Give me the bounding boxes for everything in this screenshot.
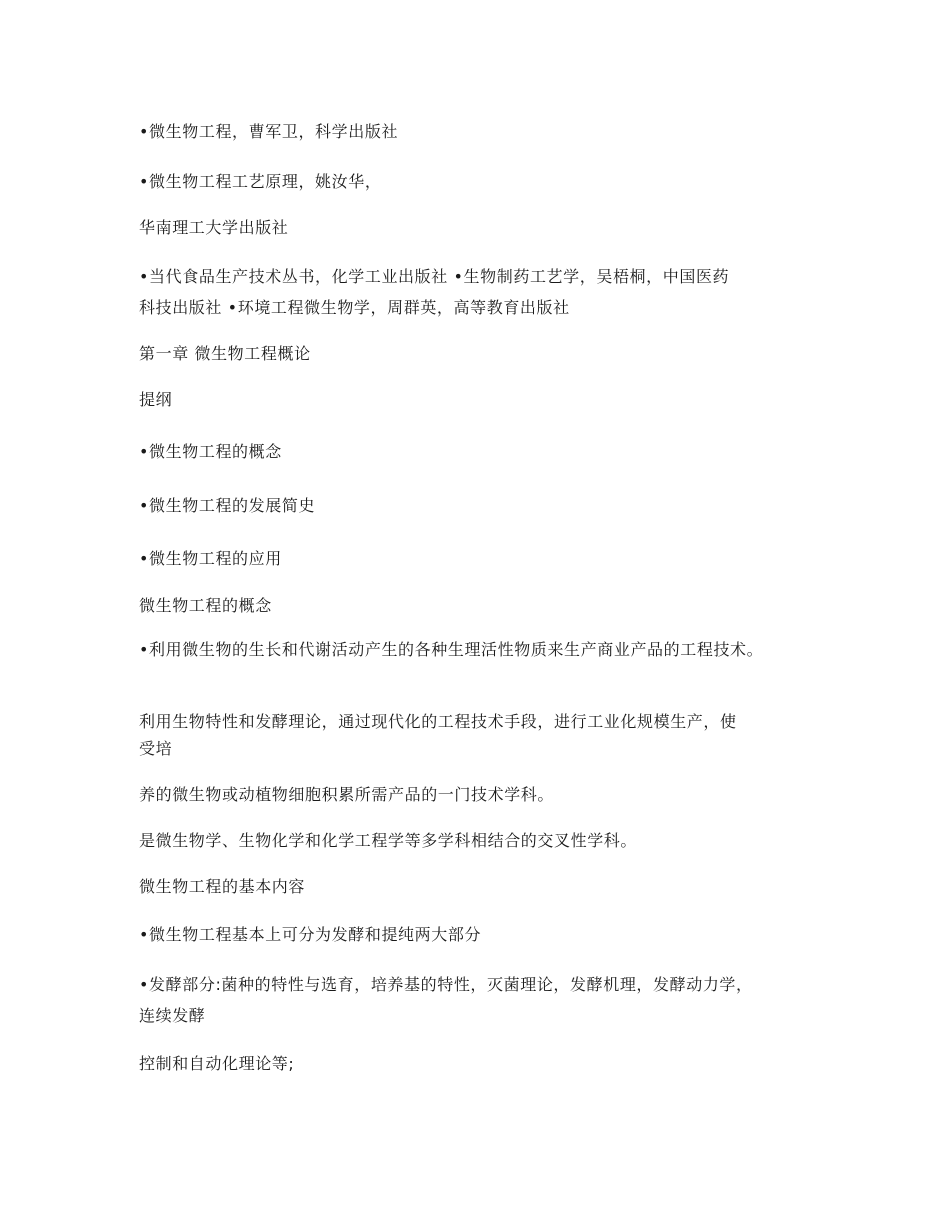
reference-line-1: •微生物工程，曹军卫，科学出版社 xyxy=(139,122,399,141)
content-line-2: •发酵部分:菌种的特性与选育，培养基的特性，灭菌理论，发酵机理，发酵动力学， xyxy=(139,975,753,994)
reference-line-2: •微生物工程工艺原理，姚汝华， xyxy=(139,172,382,191)
outline-item-2: •微生物工程的发展简史 xyxy=(139,496,316,515)
section-heading-content: 微生物工程的基本内容 xyxy=(139,877,306,896)
reference-line-5: 科技出版社 •环境工程微生物学，周群英，高等教育出版社 xyxy=(139,298,570,317)
definition-line-2: 利用生物特性和发酵理论，通过现代化的工程技术手段，进行工业化规模生产，使 xyxy=(139,712,737,731)
section-heading-concept: 微生物工程的概念 xyxy=(139,596,272,615)
content-line-1: •微生物工程基本上可分为发酵和提纯两大部分 xyxy=(139,925,482,944)
content-line-3: 连续发酵 xyxy=(139,1006,206,1025)
definition-line-1: •利用微生物的生长和代谢活动产生的各种生理活性物质来生产商业产品的工程技术。 xyxy=(139,640,764,659)
chapter-title: 第一章 微生物工程概论 xyxy=(139,344,311,363)
definition-line-5: 是微生物学、生物化学和化学工程学等多学科相结合的交叉性学科。 xyxy=(139,831,638,850)
definition-line-4: 养的微生物或动植物细胞积累所需产品的一门技术学科。 xyxy=(139,785,555,804)
outline-item-1: •微生物工程的概念 xyxy=(139,442,282,461)
reference-line-4: •当代食品生产技术丛书，化学工业出版社 •生物制药工艺学，吴梧桐，中国医药 xyxy=(139,267,730,286)
reference-line-3: 华南理工大学出版社 xyxy=(139,218,289,237)
outline-heading: 提纲 xyxy=(139,390,173,409)
outline-item-3: •微生物工程的应用 xyxy=(139,549,282,568)
content-line-4: 控制和自动化理论等; xyxy=(139,1054,295,1073)
definition-line-3: 受培 xyxy=(139,739,173,758)
